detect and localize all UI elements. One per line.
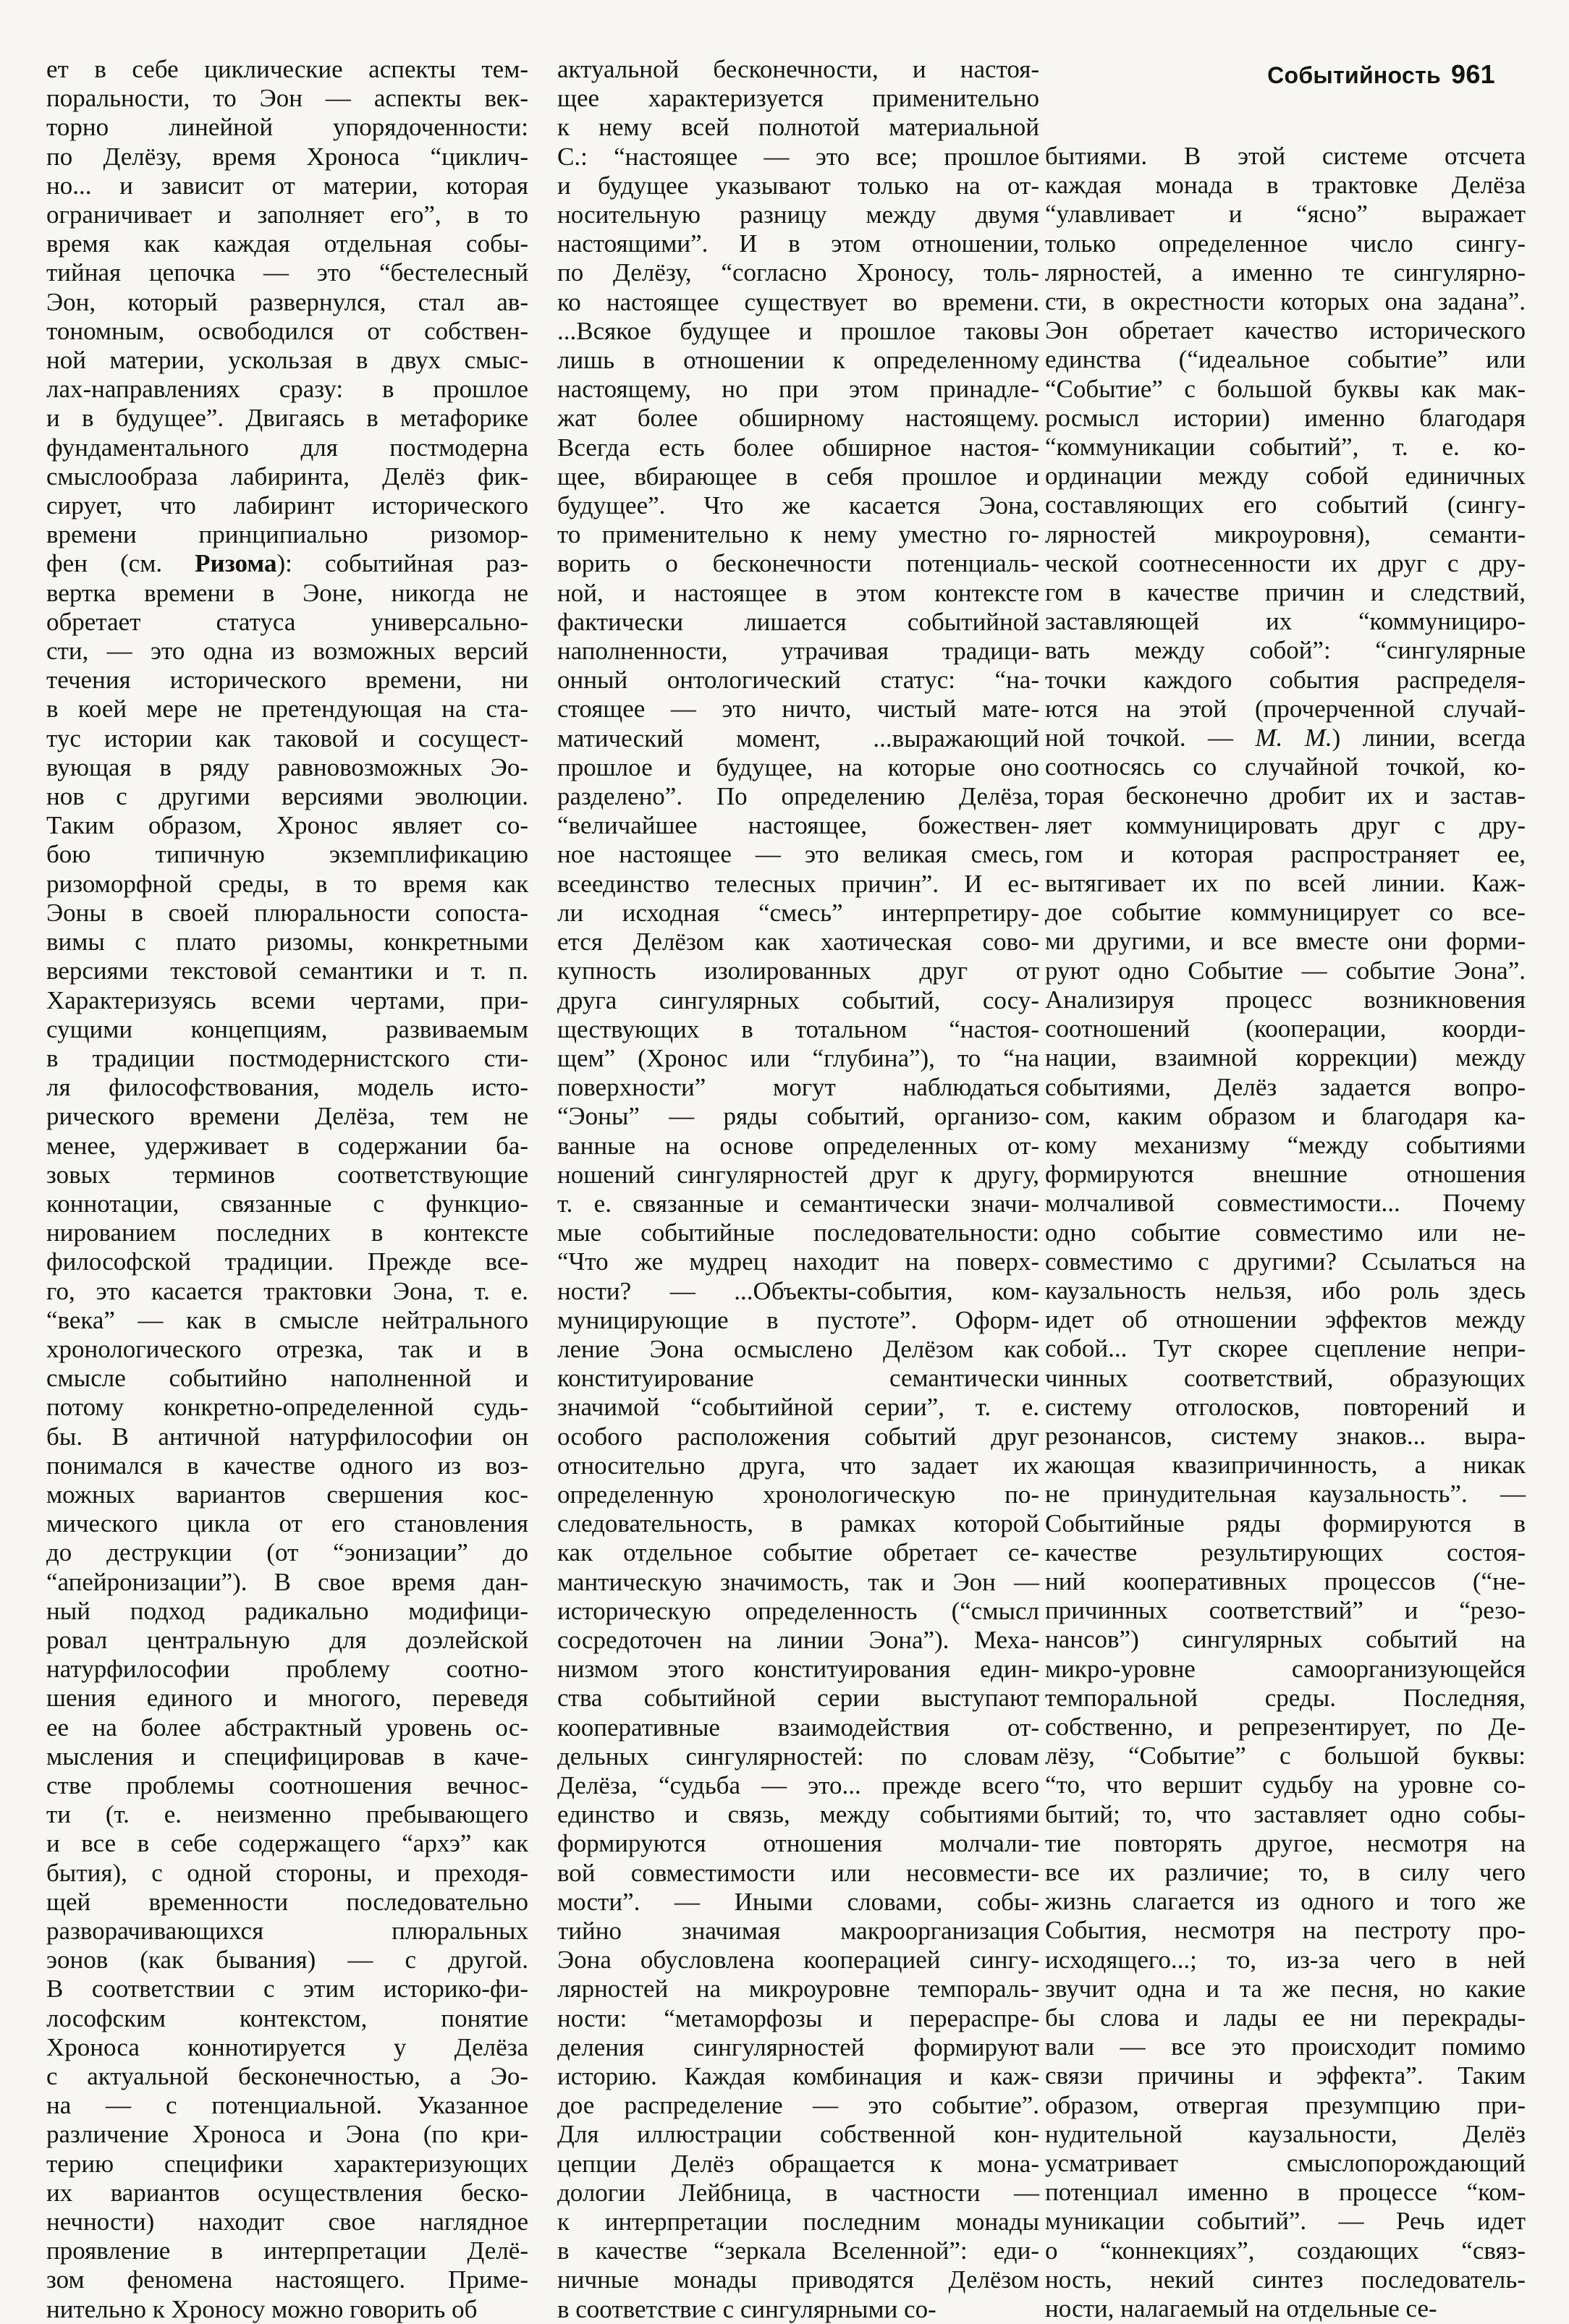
- text-line: потенциал именно в процессе “ком-: [1045, 2178, 1526, 2207]
- text-line: настоящими”. И в этом отношении,: [557, 229, 1039, 258]
- text-line: совместимо с другими? Ссылаться на: [1045, 1247, 1526, 1276]
- text-line: бытиями. В этой системе отсчета: [1045, 142, 1526, 170]
- text-line: “апейронизации”). В свое время дан-: [46, 1567, 528, 1596]
- text-line: ной, и настоящее в этом контексте: [557, 578, 1039, 607]
- text-line: мантическую значимость, так и Эон —: [557, 1567, 1039, 1596]
- text-line: разделено”. По определению Делёза,: [557, 782, 1039, 811]
- running-head: [1267, 59, 1495, 90]
- text-line: менее, удерживает в содержании ба-: [46, 1131, 528, 1160]
- text-line: формируются внешние отношения: [1045, 1160, 1526, 1189]
- text-line: будущее”. Что же касается Эона,: [557, 491, 1039, 520]
- text-line: собственно, и репрезентирует, по Де-: [1045, 1712, 1526, 1741]
- text-line: “Что же мудрец находит на поверх-: [557, 1247, 1039, 1276]
- text-line: соотносясь со случайной точкой, ко-: [1045, 752, 1526, 781]
- text-line: в качестве “зеркала Вселенной”: еди-: [557, 2236, 1039, 2265]
- text-line: лишь в отношении к определенному: [557, 346, 1039, 375]
- text-line: вытягивает их по всей линии. Каж-: [1045, 869, 1526, 898]
- text-line: к интерпретации последним монады: [557, 2208, 1039, 2236]
- text-line: рического времени Делёза, тем не: [46, 1102, 528, 1131]
- text-line: ля философствования, модель исто-: [46, 1073, 528, 1102]
- text-line: формируются отношения молчали-: [557, 1829, 1039, 1858]
- text-line: дое распределение — это событие”.: [557, 2091, 1039, 2120]
- text-line: бы слова и лады ее ни перекрады-: [1045, 2003, 1526, 2032]
- text-line: событиями, Делёз задается вопро-: [1045, 1072, 1526, 1101]
- text-line: Эон, который развернулся, стал ав-: [46, 287, 528, 316]
- text-line: “улавливает и “ясно” выражает: [1045, 200, 1526, 229]
- text-line: “то, что вершит судьбу на уровне со-: [1045, 1770, 1526, 1799]
- text-line: различение Хроноса и Эона (по кри-: [46, 2120, 528, 2149]
- text-line: С.: “настоящее — это все; прошлое: [557, 142, 1039, 171]
- text-line: сирует, что лабиринт исторического: [46, 491, 528, 520]
- text-line: с актуальной бесконечностью, а Эо-: [46, 2062, 528, 2091]
- text-line: лярностей, а именно те сингулярно-: [1045, 258, 1526, 287]
- text-line: коннотации, связанные с функцио-: [46, 1189, 528, 1218]
- text-line: составляющих его событий (сингу-: [1045, 491, 1526, 519]
- text-line: и все в себе содержащего “архэ” как: [46, 1829, 528, 1858]
- text-line: деления сингулярностей формируют: [557, 2032, 1039, 2061]
- text-line: Событийные ряды формируются в: [1045, 1509, 1526, 1538]
- text-line: по Делёзу, “согласно Хроносу, толь-: [557, 258, 1039, 287]
- text-line: Для иллюстрации собственной кон-: [557, 2120, 1039, 2149]
- text-line: идет об отношении эффектов между: [1045, 1305, 1526, 1334]
- text-line: в соответствие с сингулярными со-: [557, 2294, 936, 2323]
- text-line: росмысл истории) именно благодаря: [1045, 403, 1526, 432]
- text-line: о “коннекциях”, создающих “связ-: [1045, 2236, 1526, 2265]
- text-line: Эона обусловлена кооперацией сингу-: [557, 1946, 1039, 1975]
- text-line: купность изолированных друг от: [557, 957, 1039, 985]
- text-line: вимы с плато ризомы, конкретными: [46, 928, 528, 957]
- text-line: времени принципиально ризомор-: [46, 520, 528, 549]
- text-line: смысле событийно наполненной и: [46, 1364, 528, 1393]
- text-line: особого расположения событий друг: [557, 1422, 1039, 1451]
- text-line: ляет коммуницировать друг с дру-: [1045, 810, 1526, 839]
- text-line: бытий; то, что заставляет одно собы-: [1045, 1799, 1526, 1828]
- text-line: дельных сингулярностей: по словам: [557, 1742, 1039, 1770]
- text-line: ко настоящее существует во времени.: [557, 287, 1039, 316]
- text-line: лярностей микроуровня), семанти-: [1045, 519, 1526, 548]
- text-line: микро-уровне самоорганизующейся: [1045, 1654, 1526, 1683]
- text-line: жат более обширному настоящему.: [557, 404, 1039, 433]
- text-line: ли исходная “смесь” интерпретиру-: [557, 898, 1039, 927]
- text-line: систему отголосков, повторений и: [1045, 1392, 1526, 1421]
- text-line: разворачивающихся плюральных: [46, 1917, 528, 1945]
- text-line: лософским контекстом, понятие: [46, 2003, 528, 2032]
- text-line: и будущее указывают только на от-: [557, 171, 1039, 200]
- text-line: сосредоточен на линии Эона”). Меха-: [557, 1625, 1039, 1654]
- text-line: качестве результирующих состоя-: [1045, 1538, 1526, 1566]
- text-line: заставляющей их “коммуницирo-: [1045, 607, 1526, 636]
- text-line: ность, некий синтез последователь-: [1045, 2265, 1526, 2294]
- text-line: одно событие совместимо или не-: [1045, 1218, 1526, 1247]
- text-column-1: [46, 55, 528, 2323]
- text-line: только определенное число сингу-: [1045, 229, 1526, 258]
- text-line: ванные на основе определенных от-: [557, 1131, 1039, 1160]
- text-line: вали — все это происходит помимо: [1045, 2032, 1526, 2061]
- text-line: на — с потенциальной. Указанное: [46, 2091, 528, 2120]
- text-line: нительно к Хроносу можно говорить об: [46, 2294, 478, 2323]
- text-line: тономным, освободился от собствен-: [46, 316, 528, 345]
- text-line: фундаментального для постмодерна: [46, 433, 528, 462]
- text-line: Анализируя процесс возникновения: [1045, 985, 1526, 1014]
- text-line: гом в качестве причин и следствий,: [1045, 578, 1526, 607]
- text-line: но... и зависит от материи, которая: [46, 171, 528, 200]
- text-line: Характеризуясь всеми чертами, при-: [46, 985, 528, 1014]
- text-line: “Эоны” — ряды событий, организо-: [557, 1102, 1039, 1131]
- text-line: Хроноса коннотируется у Делёза: [46, 2032, 528, 2061]
- text-line: терию специфики характеризующих: [46, 2149, 528, 2178]
- text-line: по Делёзу, время Хроноса “циклич-: [46, 142, 528, 171]
- text-column-2: [557, 55, 1039, 2323]
- text-line: ризоморфной среды, в то время как: [46, 869, 528, 898]
- text-line: настоящему, но при этом принадле-: [557, 375, 1039, 404]
- text-line: их вариантов осуществления беско-: [46, 2178, 528, 2207]
- text-line: ной точкой. — М. М.) линии, всегда: [1045, 724, 1526, 752]
- text-line: точки каждого события распределя-: [1045, 665, 1526, 694]
- text-line: тийная цепочка — это “бестелесный: [46, 258, 528, 287]
- running-head-title: Событийность: [1267, 62, 1442, 88]
- text-line: и в будущее”. Двигаясь в метафорике: [46, 404, 528, 433]
- text-line: бытия), с одной стороны, и преходя-: [46, 1858, 528, 1887]
- text-line: хронологического отрезка, так и в: [46, 1334, 528, 1363]
- text-line: щей временности последовательно: [46, 1887, 528, 1916]
- text-line: цепции Делёз обращается к мона-: [557, 2149, 1039, 2178]
- text-line: каузальность нельзя, ибо роль здесь: [1045, 1276, 1526, 1305]
- text-line: относительно друга, что задает их: [557, 1451, 1039, 1480]
- text-line: щее, вбирающее в себя прошлое и: [557, 462, 1039, 491]
- text-line: ческой соотнесенности их друг с дру-: [1045, 548, 1526, 577]
- text-line: ности, налагаемый на отдельные се-: [1045, 2294, 1437, 2323]
- text-line: Делёза, “судьба — это... прежде всего: [557, 1770, 1039, 1799]
- text-line: ной материи, ускользая в двух смыс-: [46, 346, 528, 375]
- text-line: тие повторять другое, несмотря на: [1045, 1828, 1526, 1857]
- text-line: торно линейной упорядоченности:: [46, 113, 528, 142]
- text-line: зом феномена настоящего. Приме-: [46, 2265, 528, 2294]
- text-line: ление Эона осмыслено Делёзом как: [557, 1334, 1039, 1363]
- text-line: жающая квазипричинность, а никак: [1045, 1451, 1526, 1480]
- text-line: философской традиции. Прежде все-: [46, 1247, 528, 1276]
- text-line: историческую определенность (“смысл: [557, 1596, 1039, 1625]
- text-line: прошлое и будущее, на которые оно: [557, 752, 1039, 781]
- text-line: вой совместимости или несовмести-: [557, 1858, 1039, 1887]
- text-line: дологии Лейбница, в частности —: [557, 2178, 1039, 2207]
- text-line: ный подход радикально модифици-: [46, 1596, 528, 1625]
- text-line: ются на этой (прочерченной случай-: [1045, 694, 1526, 723]
- page-number: 961: [1451, 59, 1495, 89]
- text-line: версиями текстовой семантики и т. п.: [46, 957, 528, 985]
- text-line: актуальной бесконечности, и настоя-: [557, 55, 1039, 83]
- text-line: не принудительная каузальность”. —: [1045, 1480, 1526, 1509]
- text-line: лёзу, “Событие” с большой буквы:: [1045, 1742, 1526, 1770]
- text-line: В соответствии с этим историко-фи-: [46, 1975, 528, 2003]
- text-line: единства (“идеальное событие” или: [1045, 345, 1526, 374]
- text-line: лярностей на микроуровне темпораль-: [557, 1975, 1039, 2003]
- text-line: ровал центральную для доэлейской: [46, 1625, 528, 1654]
- text-line: ординации между собой единичных: [1045, 462, 1526, 491]
- text-line: руют одно Событие — событие Эона”.: [1045, 956, 1526, 985]
- text-line: сущими концепциям, развиваемым: [46, 1014, 528, 1043]
- text-line: тус истории как таковой и сосущест-: [46, 724, 528, 752]
- text-line: сти, в окрестности которых она задана”.: [1045, 287, 1526, 316]
- text-line: всеединство телесных причин”. И ес-: [557, 869, 1039, 898]
- text-line: ности? — ...Объекты-события, ком-: [557, 1276, 1039, 1305]
- text-line: щем” (Хронос или “глубина”), то “на: [557, 1043, 1039, 1072]
- text-line: бы. В античной натурфилософии он: [46, 1422, 528, 1451]
- text-line: поральности, то Эон — аспекты век-: [46, 84, 528, 113]
- text-line: ми другими, и все вместе они форми-: [1045, 927, 1526, 956]
- text-line: ности: “метаморфозы и перераспре-: [557, 2003, 1039, 2032]
- text-line: зовых терминов соответствующие: [46, 1160, 528, 1189]
- text-line: собой... Тут скорее сцепление непри-: [1045, 1334, 1526, 1363]
- text-line: Всегда есть более обширное настоя-: [557, 433, 1039, 462]
- text-line: эонов (как бывания) — с другой.: [46, 1946, 528, 1975]
- text-line: стоящее — это ничто, чистый мате-: [557, 695, 1039, 724]
- text-line: стве проблемы соотношения вечнос-: [46, 1770, 528, 1799]
- text-line: ется Делёзом как хаотическая сово-: [557, 928, 1039, 957]
- text-line: исходящего...; то, из-за чего в ней: [1045, 1945, 1526, 1974]
- text-line: течения исторического времени, ни: [46, 666, 528, 695]
- text-line: связи причины и эффекта”. Таким: [1045, 2061, 1526, 2090]
- text-line: проявление в интерпретации Делё-: [46, 2236, 528, 2265]
- text-line: можных вариантов свершения кос-: [46, 1480, 528, 1509]
- text-line: нации, взаимной коррекции) между: [1045, 1043, 1526, 1072]
- text-line: к нему всей полнотой материальной: [557, 113, 1039, 142]
- text-line: звучит одна и та же песня, но какие: [1045, 1974, 1526, 2003]
- text-line: “Событие” с большой буквы как мак-: [1045, 374, 1526, 403]
- text-line: усматривает смыслопорождающий: [1045, 2149, 1526, 2178]
- text-line: каждая монада в трактовке Делёза: [1045, 171, 1526, 200]
- text-line: тийно значимая макроорганизация: [557, 1917, 1039, 1945]
- text-line: мысления и специфицировав в каче-: [46, 1742, 528, 1770]
- text-line: в коей мере не претендующая на ста-: [46, 695, 528, 724]
- text-line: потому конкретно-определенной судь-: [46, 1393, 528, 1422]
- text-line: значимой “событийной серии”, т. е.: [557, 1393, 1039, 1422]
- text-line: образом, отвергая презумпцию при-: [1045, 2090, 1526, 2119]
- text-line: торая бесконечно дробит их и застав-: [1045, 781, 1526, 810]
- text-line: сом, каким образом и благодаря ка-: [1045, 1101, 1526, 1130]
- text-line: ее на более абстрактный уровень ос-: [46, 1713, 528, 1742]
- text-column-3: [1045, 142, 1526, 2323]
- text-line: нированием последних в контексте: [46, 1218, 528, 1247]
- text-line: историю. Каждая комбинация и каж-: [557, 2062, 1039, 2091]
- text-line: лах-направлениях сразу: в прошлое: [46, 375, 528, 404]
- text-line: нов с другими версиями эволюции.: [46, 782, 528, 811]
- text-line: мые событийные последовательности:: [557, 1218, 1039, 1247]
- text-line: кооперативные взаимодействия от-: [557, 1713, 1039, 1742]
- text-line: ограничивает и заполняет его”, в то: [46, 200, 528, 229]
- text-line: вать между собой”: “сингулярные: [1045, 636, 1526, 665]
- text-line: то применительно к нему уместно го-: [557, 520, 1039, 549]
- text-line: понимался в качестве одного из воз-: [46, 1451, 528, 1480]
- text-line: определенную хронологическую по-: [557, 1480, 1039, 1509]
- text-line: причинных соответствий” и “резо-: [1045, 1596, 1526, 1625]
- text-line: События, несмотря на пестроту про-: [1045, 1916, 1526, 1945]
- text-line: матический момент, ...выражающий: [557, 724, 1039, 752]
- text-line: резонансов, систему знаков... выра-: [1045, 1421, 1526, 1450]
- text-line: до деструкции (от “эонизации” до: [46, 1538, 528, 1567]
- text-line: вующая в ряду равновозможных Эо-: [46, 752, 528, 781]
- text-line: Эон обретает качество исторического: [1045, 316, 1526, 345]
- text-line: мического цикла от его становления: [46, 1509, 528, 1538]
- text-line: щее характеризуется применительно: [557, 84, 1039, 113]
- text-line: муницирующие в пустоте”. Оформ-: [557, 1305, 1039, 1334]
- text-line: ний кооперативных процессов (“не-: [1045, 1566, 1526, 1595]
- text-line: натурфилософии проблему соотно-: [46, 1655, 528, 1684]
- text-line: ти (т. е. неизменно пребывающего: [46, 1800, 528, 1829]
- text-line: дое событие коммуницирует со все-: [1045, 898, 1526, 927]
- text-line: “века” — как в смысле нейтрального: [46, 1305, 528, 1334]
- text-line: ничные монады приводятся Делёзом: [557, 2265, 1039, 2294]
- text-line: смыслообраза лабиринта, Делёз фик-: [46, 462, 528, 491]
- text-line: “величайшее настоящее, божествен-: [557, 811, 1039, 840]
- text-line: ворить о бесконечности потенциаль-: [557, 549, 1039, 578]
- text-line: т. е. связанные и семантически значи-: [557, 1189, 1039, 1218]
- text-line: кому механизму “между событиями: [1045, 1130, 1526, 1159]
- text-line: ства событийной серии выступают: [557, 1684, 1039, 1713]
- text-line: ное настоящее — это великая смесь,: [557, 840, 1039, 869]
- text-line: друга сингулярных событий, сосу-: [557, 985, 1039, 1014]
- text-line: следовательность, в рамках которой: [557, 1509, 1039, 1538]
- text-line: время как каждая отдельная собы-: [46, 229, 528, 258]
- text-line: онный онтологический статус: “на-: [557, 666, 1039, 695]
- text-line: бою типичную экземплификацию: [46, 840, 528, 869]
- text-line: обретает статуса универсально-: [46, 607, 528, 636]
- text-line: все их различие; то, в силу чего: [1045, 1857, 1526, 1886]
- text-line: сти, — это одна из возможных версий: [46, 637, 528, 666]
- text-line: как отдельное событие обретает се-: [557, 1538, 1039, 1567]
- text-line: соотношений (кооперации, коорди-: [1045, 1014, 1526, 1043]
- text-line: Эоны в своей плюральности сопоста-: [46, 898, 528, 927]
- text-line: Таким образом, Хронос являет со-: [46, 811, 528, 840]
- text-line: ет в себе циклические аспекты тем-: [46, 55, 528, 83]
- text-line: “коммуникации событий”, т. е. ко-: [1045, 433, 1526, 462]
- text-line: ...Всякое будущее и прошлое таковы: [557, 316, 1039, 345]
- text-line: нансов”) сингулярных событий на: [1045, 1625, 1526, 1654]
- text-line: единство и связь, между событиями: [557, 1800, 1039, 1829]
- text-line: гом и которая распространяет ее,: [1045, 839, 1526, 868]
- text-line: ществующих в тотальном “настоя-: [557, 1014, 1039, 1043]
- text-line: наполненности, утрачивая традици-: [557, 637, 1039, 666]
- text-line: мости”. — Иными словами, собы-: [557, 1887, 1039, 1916]
- text-line: фактически лишается событийной: [557, 607, 1039, 636]
- text-line: темпоральной среды. Последняя,: [1045, 1683, 1526, 1712]
- text-line: поверхности” могут наблюдаться: [557, 1073, 1039, 1102]
- text-line: носительную разницу между двумя: [557, 200, 1039, 229]
- text-line: жизнь слагается из одного и того же: [1045, 1887, 1526, 1916]
- text-line: чинных соответствий, образующих: [1045, 1363, 1526, 1392]
- text-line: фен (см. Ризома): событийная раз-: [46, 549, 528, 578]
- text-line: вертка времени в Эоне, никогда не: [46, 578, 528, 607]
- text-line: нудительной каузальности, Делёз: [1045, 2119, 1526, 2148]
- text-line: молчаливой совместимости... Почему: [1045, 1189, 1526, 1218]
- text-line: нечности) находит свое наглядное: [46, 2208, 528, 2236]
- text-line: го, это касается трактовки Эона, т. е.: [46, 1276, 528, 1305]
- text-line: ношений сингулярностей друг к другу,: [557, 1160, 1039, 1189]
- text-line: конституирование семантически: [557, 1364, 1039, 1393]
- text-line: низмом этого конституирования един-: [557, 1655, 1039, 1684]
- text-line: шения единого и многого, переведя: [46, 1684, 528, 1713]
- text-line: в традиции постмодернистского сти-: [46, 1043, 528, 1072]
- text-line: муникации событий”. — Речь идет: [1045, 2207, 1526, 2236]
